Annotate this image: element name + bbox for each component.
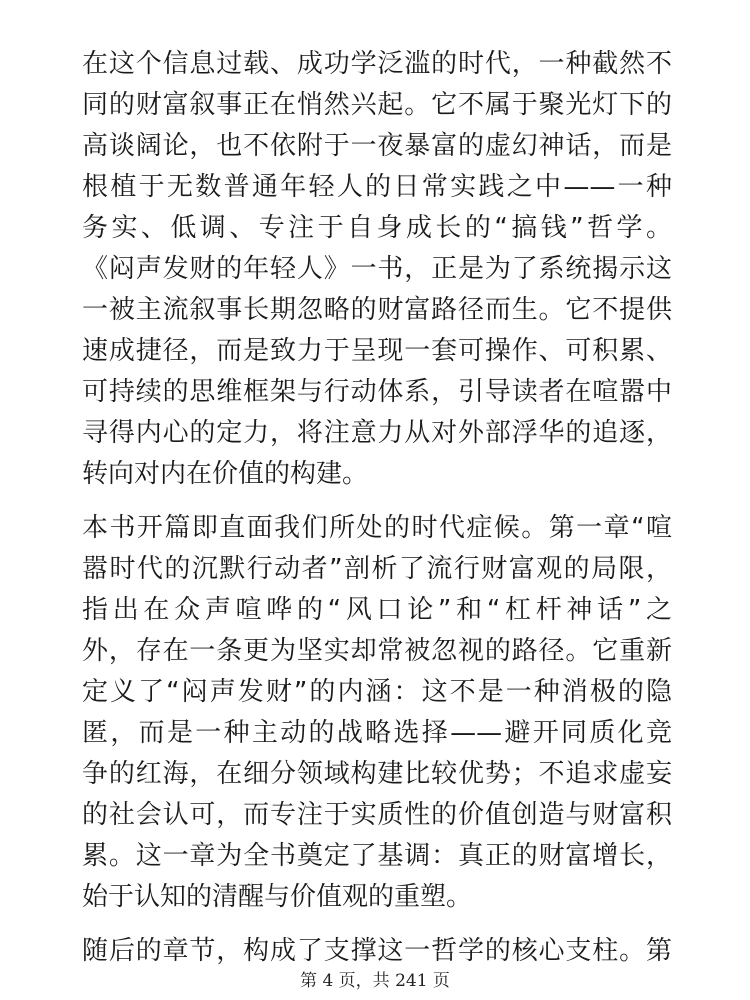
text-line: 嚣时代的沉默行动者”剖析了流行财富观的局限，: [82, 554, 672, 584]
text-line: 的社会认可，而专注于实质性的价值创造与财富积: [82, 800, 672, 830]
text-line: 指出在众声喧哗的“风口论”和“杠杆神话”之: [82, 595, 672, 625]
text-line: 一被主流叙事长期忽略的财富路径而生。它不提供: [82, 295, 672, 325]
text-line: 可持续的思维框架与行动体系，引导读者在喧嚣中: [82, 377, 672, 407]
text-line: 定义了“闷声发财”的内涵：这不是一种消极的隐: [82, 677, 672, 707]
paragraph-1: [82, 44, 672, 495]
text-line: 同的财富叙事正在悄然兴起。它不属于聚光灯下的: [82, 90, 672, 120]
text-line: 根植于无数普通年轻人的日常实践之中——一种: [82, 172, 672, 202]
text-line: 务实、低调、专注于自身成长的“搞钱”哲学。: [82, 213, 672, 243]
text-line: 累。这一章为全书奠定了基调：真正的财富增长，: [82, 841, 672, 871]
document-body: [82, 44, 672, 985]
text-line: 始于认知的清醒与价值观的重塑。: [82, 882, 473, 912]
text-line: 匿，而是一种主动的战略选择——避开同质化竞: [82, 718, 672, 748]
text-line: 随后的章节，构成了支撑这一哲学的核心支柱。第: [82, 936, 672, 966]
text-line: 速成捷径，而是致力于呈现一套可操作、可积累、: [82, 336, 672, 366]
text-line: 寻得内心的定力，将注意力从对外部浮华的追逐，: [82, 418, 672, 448]
text-line: 《闷声发财的年轻人》一书，正是为了系统揭示这: [82, 254, 672, 284]
paragraph-2: [82, 508, 672, 918]
text-line: 转向对内在价值的构建。: [82, 459, 369, 489]
text-line: 外，存在一条更为坚实却常被忽视的路径。它重新: [82, 636, 672, 666]
page-indicator: 第 4 页，共 241 页: [300, 971, 450, 991]
text-line: 高谈阔论，也不依附于一夜暴富的虚幻神话，而是: [82, 131, 672, 161]
text-line: 本书开篇即直面我们所处的时代症候。第一章“喧: [82, 513, 672, 543]
text-line: 争的红海，在细分领域构建比较优势；不追求虚妄: [82, 759, 672, 789]
text-line: 在这个信息过载、成功学泛滥的时代，一种截然不: [82, 49, 672, 79]
